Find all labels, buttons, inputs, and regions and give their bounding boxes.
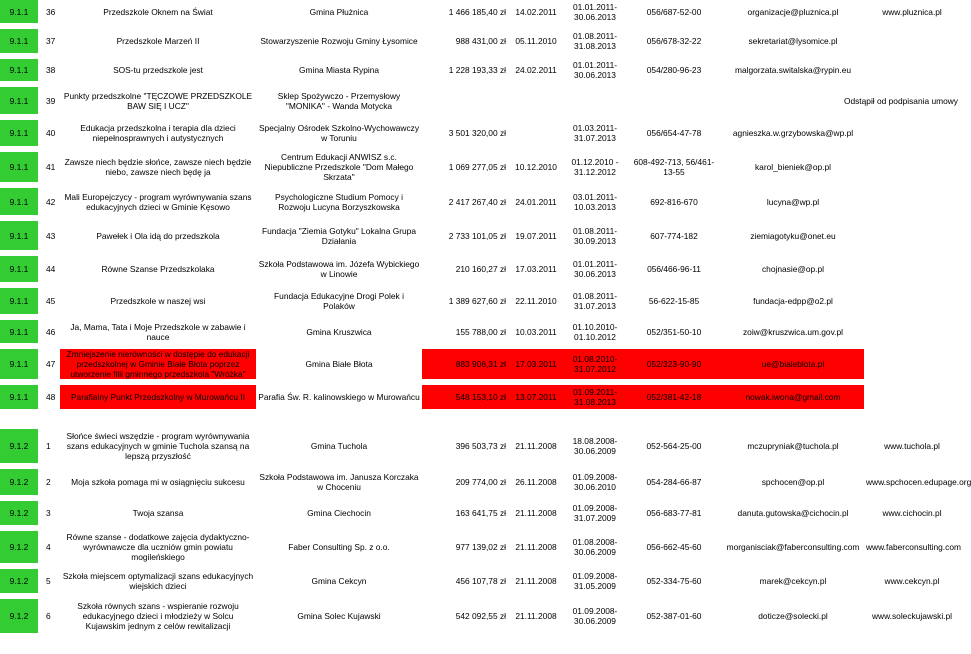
period-start: 01.09.2008- xyxy=(572,503,618,513)
period-end: 30.06.2009 xyxy=(574,446,616,456)
amount: 3 501 320,00 zł xyxy=(448,128,506,138)
row-code: 9.1.2 xyxy=(0,599,38,633)
email: chojnasie@op.pl xyxy=(761,264,825,274)
row-number: 43 xyxy=(46,230,56,241)
signing-date: 19.07.2011 xyxy=(515,230,557,241)
period-end: 31.12.2012 xyxy=(574,167,616,177)
amount: 1 069 277,05 zł xyxy=(448,162,506,172)
organization: Szkoła Podstawowa im. Janusza Korczaka w Choceniu xyxy=(259,472,419,492)
website: www.cichocin.pl xyxy=(882,508,942,518)
row-number: 39 xyxy=(46,95,56,106)
table-row xyxy=(0,59,960,81)
amount: 548 153,10 zł xyxy=(422,385,508,409)
website xyxy=(864,152,960,182)
period-start: 01.01.2011- xyxy=(572,60,618,70)
signing-date: 21.11.2008 xyxy=(515,576,557,586)
website xyxy=(864,221,960,250)
amount: 456 107,78 zł xyxy=(455,576,506,586)
gap-cell xyxy=(0,409,960,429)
project-name: Przedszkole Oknem na Świat xyxy=(103,6,213,17)
signing-date: 10.12.2010 xyxy=(515,162,557,172)
period xyxy=(564,349,626,379)
organization: Faber Consulting Sp. z o.o. xyxy=(288,542,390,552)
period-end: 31.05.2009 xyxy=(574,581,616,591)
row-gap xyxy=(0,409,960,429)
amount: 1 228 193,33 zł xyxy=(448,65,506,75)
organization: Gmina Cekcyn xyxy=(311,576,367,586)
amount: 883 906,31 zł xyxy=(422,349,508,379)
row-number: 42 xyxy=(46,196,56,207)
signing-date: 21.11.2008 xyxy=(515,441,557,451)
table-row xyxy=(0,599,960,633)
period xyxy=(564,531,626,563)
table-row xyxy=(0,256,960,282)
organization: Gmina Tuchola xyxy=(310,441,368,451)
project-name: Edukacja przedszkolna i terapia dla dzieci niepełnosprawnych i autystycznych xyxy=(80,123,236,143)
period-start: 01.12.2010 - xyxy=(571,157,619,167)
table-row xyxy=(0,501,960,525)
period-start: 01.08.2011- xyxy=(572,225,618,236)
website xyxy=(864,349,960,379)
phone: 052-334-75-60 xyxy=(646,576,702,586)
project-name: Punkty przedszkolne "TĘCZOWE PRZEDSZKOLE BAW SIĘ I UCZ" xyxy=(63,90,253,111)
phone: 052-564-25-00 xyxy=(646,441,702,451)
period-start: 01.09.2008- xyxy=(572,571,618,581)
period xyxy=(564,288,626,314)
row-number: 45 xyxy=(46,296,56,306)
organization: Gmina Ciechocin xyxy=(307,508,371,518)
period xyxy=(564,256,626,282)
row-code: 9.1.2 xyxy=(0,531,38,563)
row-number: 2 xyxy=(46,477,51,487)
email: mczupryniak@tuchola.pl xyxy=(747,441,839,451)
amount: 209 774,00 zł xyxy=(455,477,506,487)
row-code: 9.1.1 xyxy=(0,256,38,282)
period-start: 01.08.2010- xyxy=(572,354,618,364)
website xyxy=(864,120,960,146)
row-number: 4 xyxy=(46,542,51,552)
website: www.pluznica.pl xyxy=(882,6,942,17)
project-name: Pawełek i Ola idą do przedszkola xyxy=(96,230,220,241)
organization: Gmina Białe Błota xyxy=(305,359,373,369)
row-code: 9.1.2 xyxy=(0,501,38,525)
email: agnieszka.w.grzybowska@wp.pl xyxy=(732,128,854,138)
phone: 054/280-96-23 xyxy=(646,65,702,75)
period-end: 30.06.2013 xyxy=(574,269,616,279)
email: doticze@solecki.pl xyxy=(758,611,828,621)
website xyxy=(864,29,960,53)
row-code: 9.1.1 xyxy=(0,221,38,250)
table-row xyxy=(0,120,960,146)
period-end: 31.07.2013 xyxy=(574,133,616,143)
period-end: 30.06.2009 xyxy=(574,547,616,557)
signing-date: 26.11.2008 xyxy=(515,477,557,487)
row-code: 9.1.1 xyxy=(0,152,38,182)
organization: Gmina Płużnica xyxy=(309,6,369,17)
organization: Gmina Solec Kujawski xyxy=(297,611,381,621)
row-number: 36 xyxy=(46,6,56,17)
project-name: Szkoła miejscem optymalizacji szans edukacyjnych wiejskich dzieci xyxy=(62,571,254,591)
phone: 056/654-47-78 xyxy=(646,128,702,138)
phone: 052/323-90-90 xyxy=(626,349,722,379)
organization: Szkoła Podstawowa im. Józefa Wybickiego w Linowie xyxy=(258,259,420,279)
period xyxy=(564,569,626,593)
period-start: 01.01.2011- xyxy=(572,1,618,12)
period-start: 01.09.2008- xyxy=(572,472,618,482)
organization: Gmina Kruszwica xyxy=(306,326,372,337)
amount: 396 503,73 zł xyxy=(455,441,506,451)
row-number: 47 xyxy=(46,359,56,369)
organization: Parafia Św. R. kalinowskiego w Murowańcu xyxy=(258,392,420,402)
period-start: 01.08.2011- xyxy=(572,31,618,41)
table-row xyxy=(0,188,960,215)
signing-date: 10.03.2011 xyxy=(515,326,557,337)
period xyxy=(564,188,626,215)
period-end: 31.07.2013 xyxy=(574,301,616,311)
website xyxy=(864,256,960,282)
period-end: 30.06.2013 xyxy=(574,11,616,22)
row-code: 9.1.1 xyxy=(0,385,38,409)
email: Odstąpił od podpisania umowy xyxy=(843,95,958,106)
row-number: 38 xyxy=(46,65,56,75)
signing-date: 22.11.2010 xyxy=(515,296,557,306)
row-code: 9.1.1 xyxy=(0,59,38,81)
amount: 2 733 101,05 zł xyxy=(448,230,506,241)
organization: Fundacja Edukacyjne Drogi Polek i Polaków xyxy=(274,291,404,311)
organization: Sklep Spożywczo - Przemysłowy "MONIKA" - Wanda Motycka xyxy=(277,90,401,111)
amount: 542 092,55 zł xyxy=(455,611,506,621)
period-start: 01.09.2008- xyxy=(572,606,618,616)
table-row xyxy=(0,87,960,114)
phone: 052-387-01-60 xyxy=(646,611,702,621)
project-name: Przedszkole Marzeń II xyxy=(116,36,200,46)
table-row xyxy=(0,429,960,463)
amount xyxy=(422,87,508,114)
signing-date: 17.03.2011 xyxy=(515,264,557,274)
website xyxy=(864,188,960,215)
phone: 56-622-15-85 xyxy=(648,296,700,306)
row-code: 9.1.2 xyxy=(0,429,38,463)
row-number: 1 xyxy=(46,441,51,451)
period xyxy=(564,152,626,182)
row-number: 44 xyxy=(46,264,56,274)
table-row xyxy=(0,288,960,314)
row-code: 9.1.1 xyxy=(0,120,38,146)
row-code: 9.1.1 xyxy=(0,87,38,114)
period xyxy=(564,469,626,495)
period xyxy=(564,0,626,23)
website: www.faberconsulting.com xyxy=(866,542,961,552)
project-name: Mali Europejczycy - program wyrównywania szans edukacyjnych dzieci w Gminie Kęsowo xyxy=(64,191,252,212)
period-start: 01.10.2010- xyxy=(572,321,618,332)
email: danuta.gutowska@cichocin.pl xyxy=(737,508,849,518)
phone: 054-284-66-87 xyxy=(646,477,702,487)
row-code: 9.1.1 xyxy=(0,349,38,379)
row-code: 9.1.1 xyxy=(0,320,38,343)
row-number: 40 xyxy=(46,128,56,138)
organization: Stowarzyszenie Rozwoju Gminy Łysomice xyxy=(260,36,418,46)
period xyxy=(564,59,626,81)
website: www.spchocen.edupage.org xyxy=(866,477,971,487)
phone xyxy=(626,87,722,114)
email: malgorzata.switalska@rypin.eu xyxy=(734,65,852,75)
table-row xyxy=(0,221,960,250)
email: zoiw@kruszwica.um.gov.pl xyxy=(742,326,844,337)
table-row xyxy=(0,152,960,182)
project-name: SOS-tu przedszkole jest xyxy=(113,65,203,75)
period xyxy=(564,120,626,146)
period-end: 10.03.2013 xyxy=(574,201,616,212)
row-number: 6 xyxy=(46,611,51,621)
project-name: Słońce świeci wszędzie - program wyrównywania szans edukacyjnych w gminie Tuchola szansą na lepszą przyszłość xyxy=(66,431,250,461)
email: nowak.iwona@gmail.com xyxy=(722,385,864,409)
period xyxy=(564,501,626,525)
period-start: 01.09.2011- xyxy=(572,387,618,397)
table-row xyxy=(0,531,960,563)
amount: 1 466 185,40 zł xyxy=(448,6,506,17)
signing-date: 05.11.2010 xyxy=(515,36,557,46)
email: morganisciak@faberconsulting.com xyxy=(726,542,860,552)
signing-date: 21.11.2008 xyxy=(515,611,557,621)
signing-date: 14.02.2011 xyxy=(515,6,557,17)
signing-date: 13.07.2011 xyxy=(508,385,564,409)
row-code: 9.1.2 xyxy=(0,469,38,495)
phone: 052/381-42-18 xyxy=(626,385,722,409)
period-start: 01.08.2011- xyxy=(572,291,618,301)
project-name: Twoja szansa xyxy=(132,508,184,518)
project-name: Przedszkole w naszej wsi xyxy=(110,296,206,306)
row-number: 48 xyxy=(46,392,56,402)
project-name: Ja, Mama, Tata i Moje Przedszkole w zabawie i nauce xyxy=(70,321,246,342)
organization: Centrum Edukacji ANWISZ s.c. Niepubliczne Przedszkole "Dom Małego Skrzata" xyxy=(264,152,414,182)
row-code: 9.1.1 xyxy=(0,288,38,314)
project-name: Szkoła równych szans - wspieranie rozwoju edukacyjnego dzieci i młodzieży w Solcu Kujawskim jednym z celów rewitalizacji xyxy=(77,601,239,631)
email: marek@cekcyn.pl xyxy=(759,576,827,586)
table-row xyxy=(0,29,960,53)
row-code: 9.1.1 xyxy=(0,29,38,53)
email: sekretariat@lysomice.pl xyxy=(748,36,838,46)
period-end: 01.10.2012 xyxy=(574,331,616,342)
signing-date: 24.01.2011 xyxy=(515,196,557,207)
row-number: 37 xyxy=(46,36,56,46)
email: ue@bialeblota.pl xyxy=(722,349,864,379)
phone: 056-662-45-60 xyxy=(646,542,702,552)
period xyxy=(564,599,626,633)
table-row xyxy=(0,469,960,495)
website: www.soleckujawski.pl xyxy=(871,611,953,621)
organization: Fundacja "Ziemia Gotyku" Lokalna Grupa Działania xyxy=(262,225,416,246)
row-code: 9.1.1 xyxy=(0,188,38,215)
amount: 210 160,27 zł xyxy=(455,264,506,274)
website: www.tuchola.pl xyxy=(884,441,940,451)
amount: 155 788,00 zł xyxy=(455,326,506,337)
organization: Gmina Miasta Rypina xyxy=(298,65,380,75)
phone: 056/687-52-00 xyxy=(646,6,702,17)
organization: Psychologiczne Studium Pomocy i Rozwoju Lucyna Borzyszkowska xyxy=(274,191,403,212)
table-row xyxy=(0,385,960,409)
phone: 607-774-182 xyxy=(650,230,698,241)
project-name: Równe szanse - dodatkowe zajęcia dydaktyczno-wyrównawcze dla uczniów gmin powiatu mogileńskiego xyxy=(66,532,250,562)
period xyxy=(564,87,626,114)
period-start: 01.08.2008- xyxy=(572,537,618,547)
period-end: 30.06.2009 xyxy=(574,616,616,626)
period xyxy=(564,29,626,53)
period xyxy=(564,320,626,343)
table-row xyxy=(0,569,960,593)
phone: 608-492-713, 56/461-13-55 xyxy=(633,157,715,177)
period-end: 31.08.2013 xyxy=(574,397,616,407)
period-end: 30.06.2013 xyxy=(574,70,616,80)
period-end: 31.07.2012 xyxy=(574,364,616,374)
amount: 2 417 267,40 zł xyxy=(448,196,506,207)
row-number: 5 xyxy=(46,576,51,586)
project-name: Parafialny Punkt Przedszkolny w Murowańcu II xyxy=(60,385,256,409)
website: www.cekcyn.pl xyxy=(884,576,940,586)
period xyxy=(564,221,626,250)
project-name: Moja szkoła pomaga mi w osiągnięciu sukcesu xyxy=(71,477,245,487)
project-name: Zmniejszenie nierówności w dostępie do edukacji przedszkolnej w Gminie Białe Błota poprzez utworzenie filii gminnego przedszkola "Wróżka" xyxy=(60,349,256,379)
period-start: 01.01.2011- xyxy=(572,259,618,269)
period-end: 31.07.2009 xyxy=(574,513,616,523)
phone: 692-816-670 xyxy=(650,196,698,207)
signing-date xyxy=(508,120,564,146)
table-row xyxy=(0,0,960,23)
phone: 056/466-96-11 xyxy=(647,264,701,274)
email: fundacja-edpp@o2.pl xyxy=(753,296,833,306)
period xyxy=(564,385,626,409)
email: karol_bieniek@op.pl xyxy=(754,162,831,172)
amount: 988 431,00 zł xyxy=(455,36,506,46)
period-end: 30.06.2010 xyxy=(574,482,616,492)
signing-date: 17.03.2011 xyxy=(508,349,564,379)
phone: 056/678-32-22 xyxy=(646,36,702,46)
period xyxy=(564,429,626,463)
period-end: 31.08.2013 xyxy=(574,41,616,51)
period-start: 03.01.2011- xyxy=(572,191,618,202)
website xyxy=(864,288,960,314)
row-number: 46 xyxy=(46,326,56,337)
amount: 1 389 627,60 zł xyxy=(448,296,506,306)
phone: 052/351-50-10 xyxy=(646,326,702,337)
phone: 056-683-77-81 xyxy=(646,508,702,518)
row-number: 41 xyxy=(46,162,56,172)
email: ziemiagotyku@onet.eu xyxy=(750,230,836,241)
email: organizacje@pluznica.pl xyxy=(747,6,839,17)
period-start: 01.03.2011- xyxy=(572,123,618,133)
project-name: Równe Szanse Przedszkolaka xyxy=(101,264,215,274)
table-row xyxy=(0,349,960,379)
signing-date: 21.11.2008 xyxy=(515,508,557,518)
website xyxy=(864,320,960,343)
row-code: 9.1.1 xyxy=(0,0,38,23)
website xyxy=(864,385,960,409)
email: lucyna@wp.pl xyxy=(766,196,820,207)
signing-date: 24.02.2011 xyxy=(515,65,557,75)
signing-date: 21.11.2008 xyxy=(515,542,557,552)
period-end: 30.09.2013 xyxy=(574,235,616,246)
project-name: Zawsze niech będzie słońce, zawsze niech będzie niebo, zawsze niech będę ja xyxy=(64,157,252,177)
table-row xyxy=(0,320,960,343)
email: spchocen@op.pl xyxy=(761,477,825,487)
organization: Specjalny Ośrodek Szkolno-Wychowawczy w Toruniu xyxy=(258,123,420,143)
amount: 977 139,02 zł xyxy=(455,542,506,552)
website xyxy=(864,59,960,81)
row-code: 9.1.2 xyxy=(0,569,38,593)
period-start: 18.08.2008- xyxy=(572,436,618,446)
signing-date xyxy=(508,87,564,114)
row-number: 3 xyxy=(46,508,51,518)
amount: 163 641,75 zł xyxy=(455,508,506,518)
